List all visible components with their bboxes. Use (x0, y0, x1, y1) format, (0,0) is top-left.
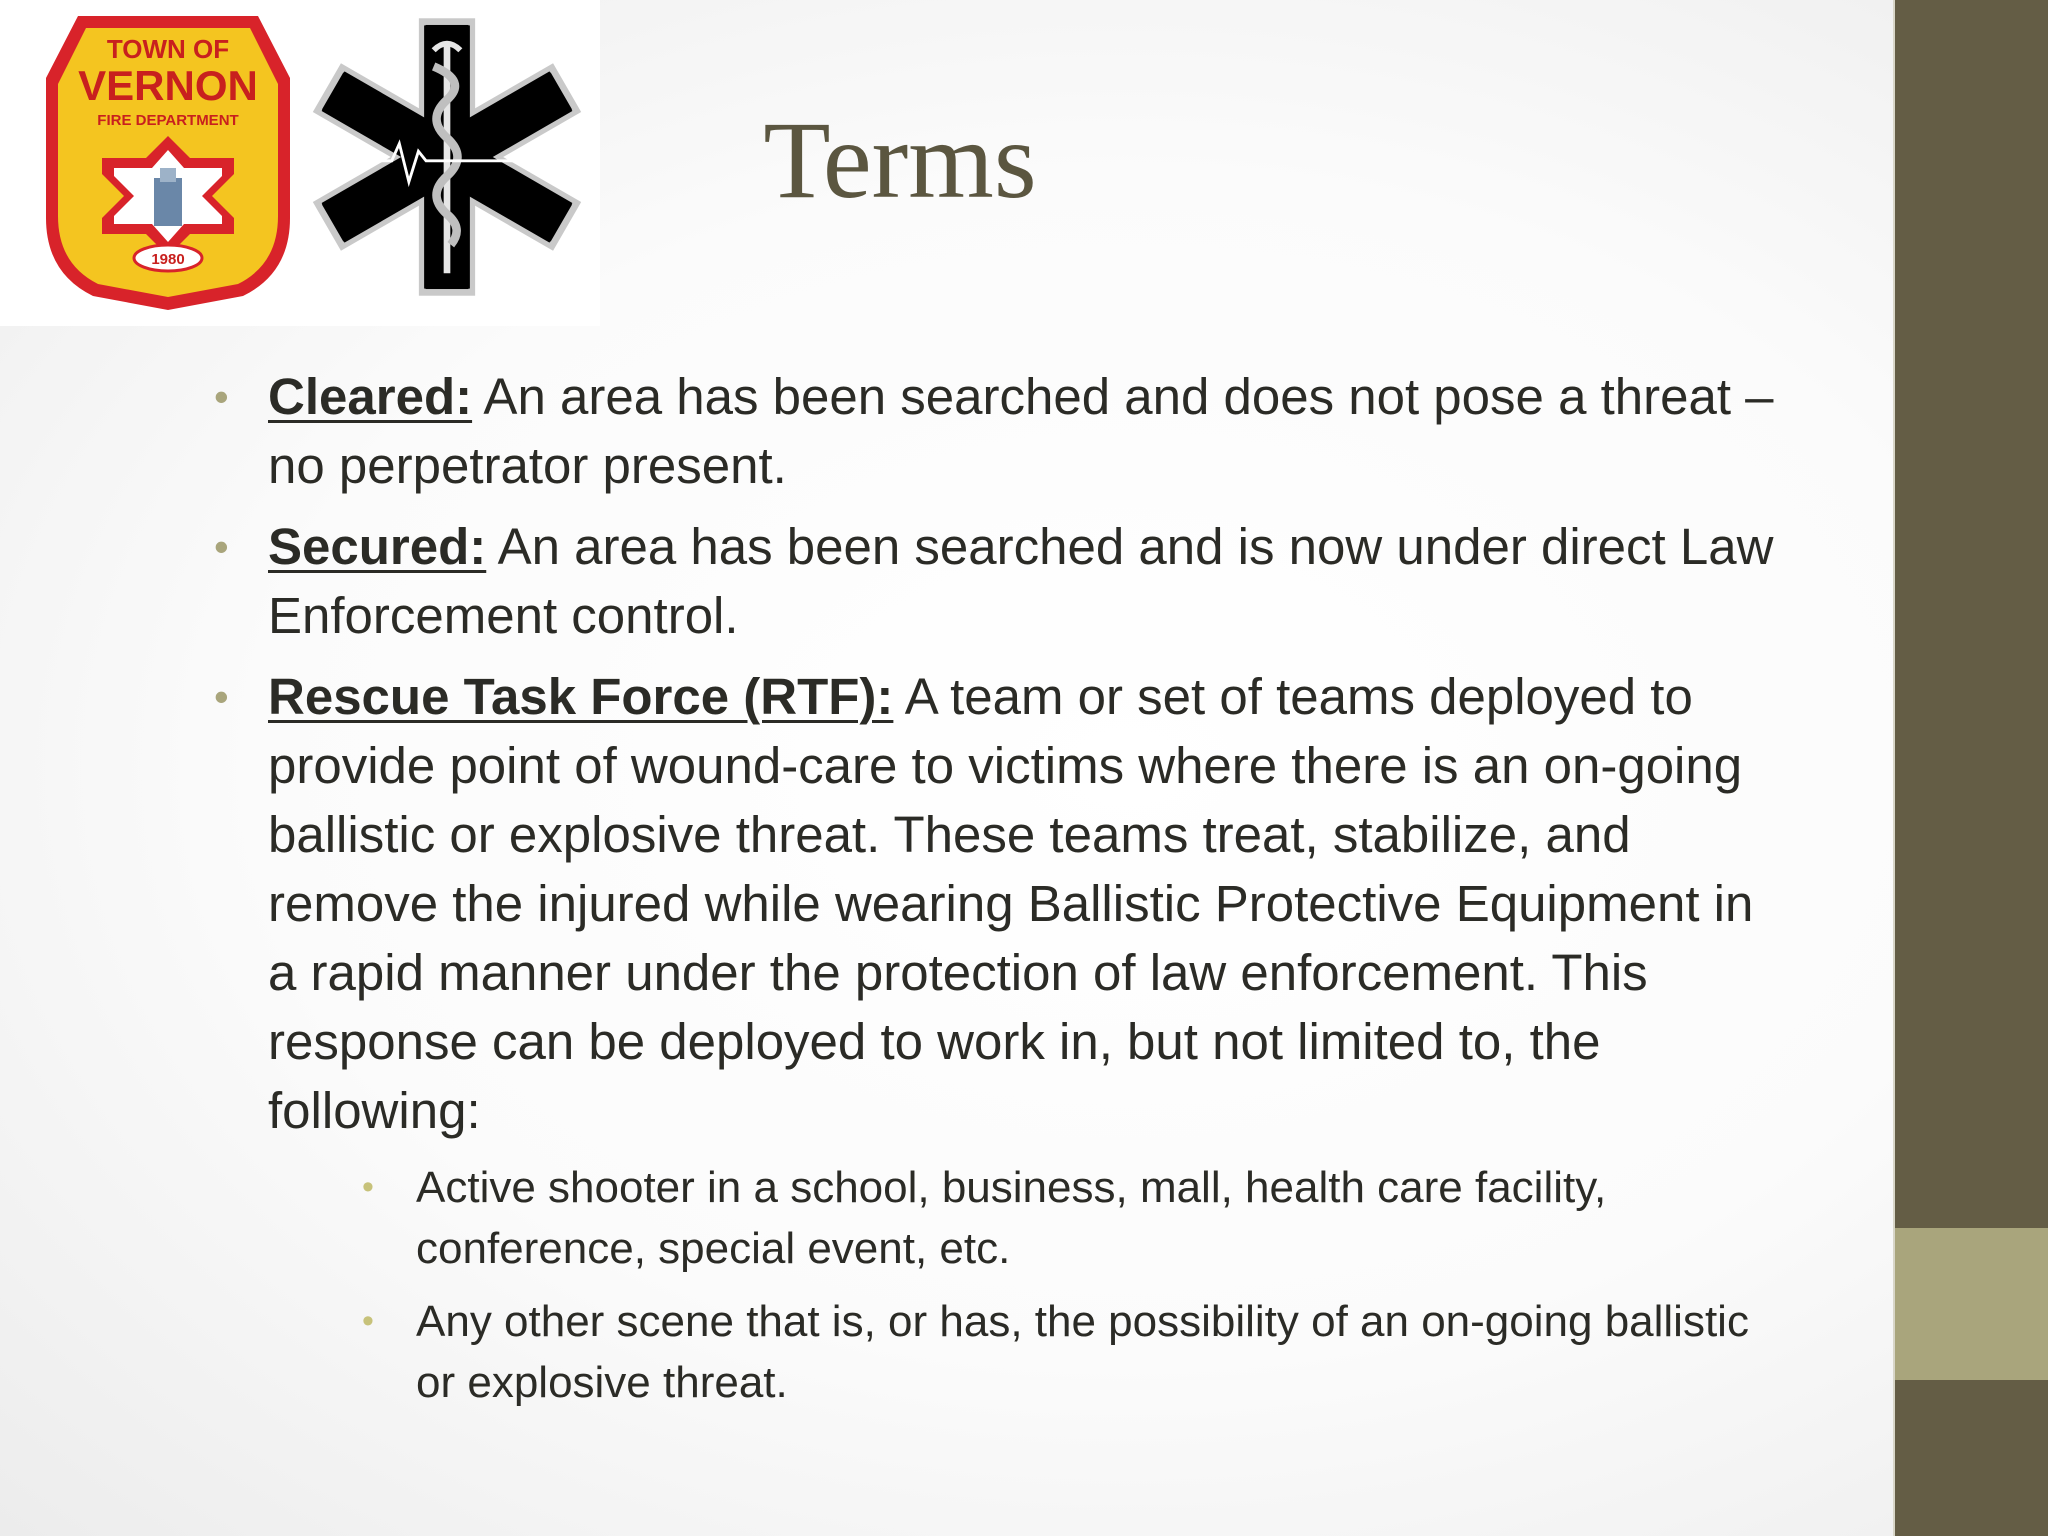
bullet-icon: • (214, 373, 229, 420)
patch-year: 1980 (151, 251, 185, 268)
bullet-icon: • (362, 1168, 374, 1206)
sub-list-item (362, 1291, 1794, 1413)
bullet-icon: • (214, 673, 229, 720)
term-definition: An area has been searched and does not pose a threat – no perpetrator present. (268, 368, 1774, 494)
list-item (214, 662, 1794, 1145)
sub-item-text: Any other scene that is, or has, the possibility of an on-going ballistic or explosive threat. (416, 1297, 1749, 1407)
bullet-list (214, 362, 1794, 1425)
patch-line1: TOWN OF (106, 34, 230, 64)
term-definition: A team or set of teams deployed to provide point of wound-care to victims where there is an on-going ballistic or explosive threat. These teams treat, stabilize, and remove the injured while wearing Ballistic Protective Equipment in a rapid manner under the protection of law enforcement. This response can be deployed to work in, but not limited to, the following: (268, 668, 1754, 1139)
fire-department-patch-icon (38, 8, 298, 313)
list-item (214, 362, 1794, 500)
sidebar-accent-block (1895, 1228, 2048, 1380)
patch-line3: FIRE DEPARTMENT (97, 112, 239, 129)
star-of-life-icon (300, 14, 594, 300)
term-definition: An area has been searched and is now under direct Law Enforcement control. (268, 518, 1774, 644)
sub-list-item (362, 1157, 1794, 1279)
term-label: Cleared: (268, 368, 473, 425)
logo-panel (0, 0, 600, 326)
slide-title: Terms (763, 99, 1037, 221)
sub-item-text: Active shooter in a school, business, mall, health care facility, conference, special event, etc. (416, 1163, 1607, 1273)
term-label: Rescue Task Force (RTF): (268, 668, 894, 725)
patch-line2: VERNON (78, 62, 258, 109)
bullet-icon: • (214, 523, 229, 570)
bullet-icon: • (362, 1302, 374, 1340)
sub-list (214, 1157, 1794, 1413)
term-label: Secured: (268, 518, 487, 575)
list-item (214, 512, 1794, 650)
